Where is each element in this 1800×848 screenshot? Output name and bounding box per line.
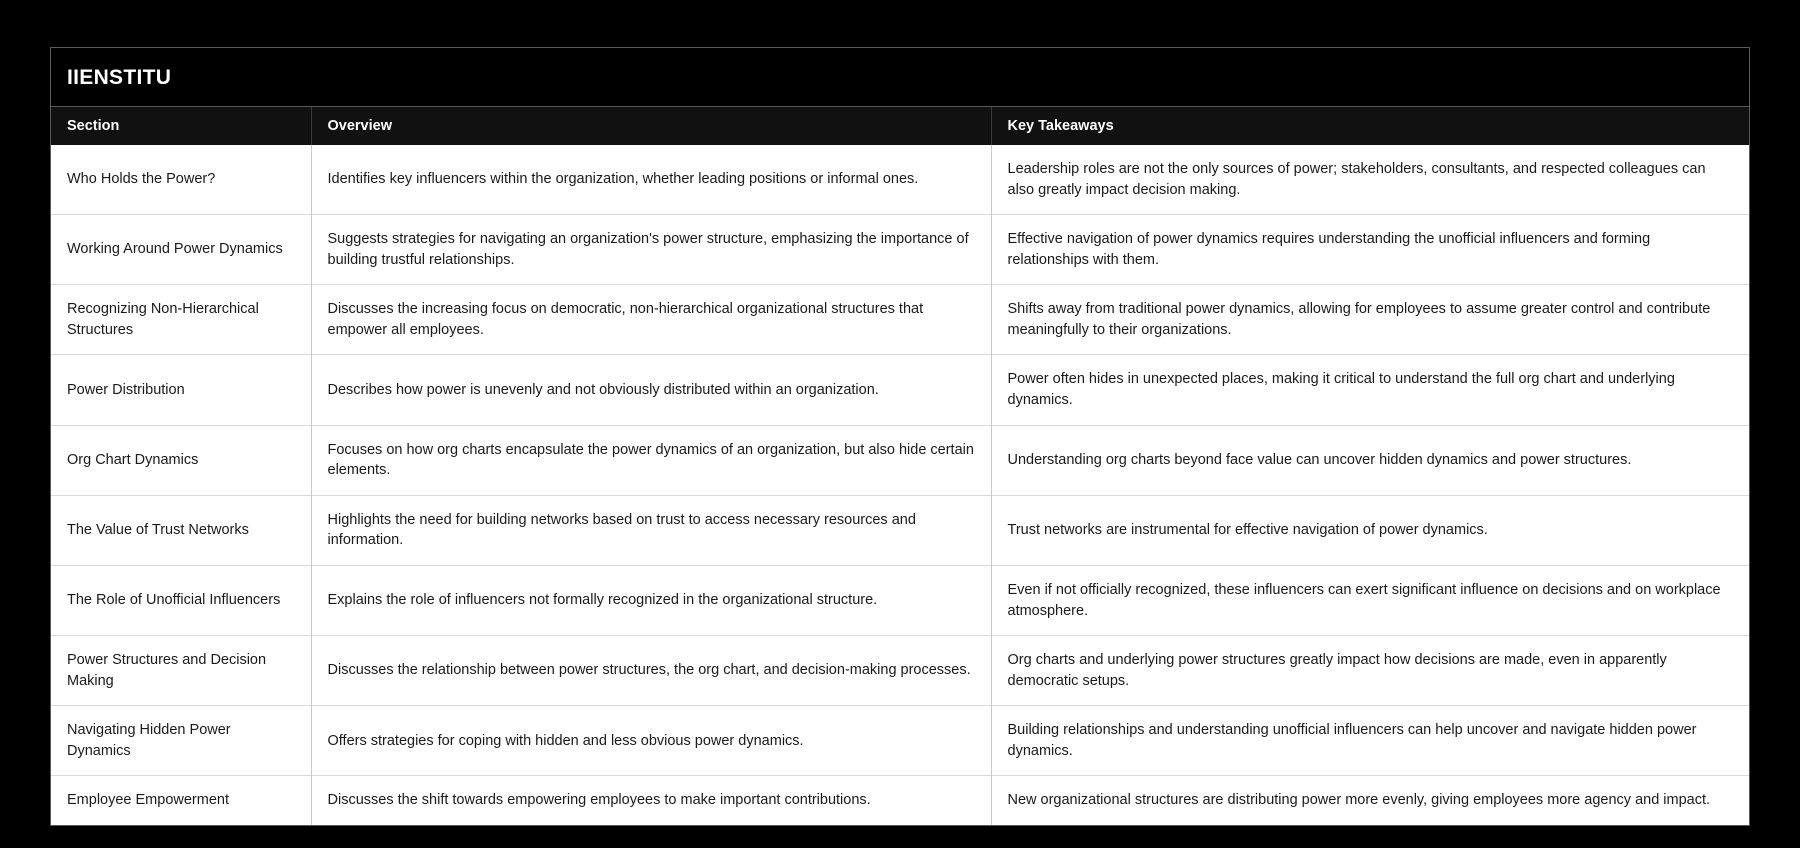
cell-key-takeaways: Building relationships and understanding unofficial influencers can help uncover and navigate hidden power dynamics.: [991, 706, 1749, 776]
cell-section: Power Distribution: [51, 355, 311, 425]
table-row: [51, 495, 1749, 565]
cell-key-takeaways: Power often hides in unexpected places, making it critical to understand the full org chart and underlying dynamics.: [991, 355, 1749, 425]
cell-key-takeaways: Shifts away from traditional power dynamics, allowing for employees to assume greater control and contribute meaningfully to their organizations.: [991, 285, 1749, 355]
table-row: [51, 145, 1749, 215]
cell-section: Who Holds the Power?: [51, 145, 311, 215]
table-row: [51, 215, 1749, 285]
cell-section: Org Chart Dynamics: [51, 425, 311, 495]
content-card: [50, 47, 1750, 826]
cell-key-takeaways: Effective navigation of power dynamics requires understanding the unofficial influencers and forming relationships with them.: [991, 215, 1749, 285]
table-row: [51, 636, 1749, 706]
cell-section: Working Around Power Dynamics: [51, 215, 311, 285]
brand-title: IIENSTITU: [67, 66, 172, 89]
table-row: [51, 285, 1749, 355]
cell-overview: Describes how power is unevenly and not obviously distributed within an organization.: [311, 355, 991, 425]
table-row: [51, 355, 1749, 425]
cell-key-takeaways: Trust networks are instrumental for effective navigation of power dynamics.: [991, 495, 1749, 565]
cell-key-takeaways: Understanding org charts beyond face value can uncover hidden dynamics and power structures.: [991, 425, 1749, 495]
cell-section: Recognizing Non-Hierarchical Structures: [51, 285, 311, 355]
cell-overview: Discusses the relationship between power structures, the org chart, and decision-making processes.: [311, 636, 991, 706]
brand-header: [51, 48, 1749, 107]
cell-overview: Discusses the increasing focus on democratic, non-hierarchical organizational structures that empower all employees.: [311, 285, 991, 355]
cell-section: Navigating Hidden Power Dynamics: [51, 706, 311, 776]
cell-section: Employee Empowerment: [51, 776, 311, 825]
cell-overview: Highlights the need for building networks based on trust to access necessary resources and information.: [311, 495, 991, 565]
cell-overview: Suggests strategies for navigating an organization's power structure, emphasizing the importance of building trustful relationships.: [311, 215, 991, 285]
cell-overview: Focuses on how org charts encapsulate the power dynamics of an organization, but also hide certain elements.: [311, 425, 991, 495]
cell-key-takeaways: Leadership roles are not the only sources of power; stakeholders, consultants, and respected colleagues can also greatly impact decision making.: [991, 145, 1749, 215]
table-row: [51, 776, 1749, 825]
cell-key-takeaways: Org charts and underlying power structures greatly impact how decisions are made, even in apparently democratic setups.: [991, 636, 1749, 706]
cell-overview: Discusses the shift towards empowering employees to make important contributions.: [311, 776, 991, 825]
table-header: [51, 107, 1749, 145]
cell-key-takeaways: Even if not officially recognized, these influencers can exert significant influence on decisions and on workplace atmosphere.: [991, 565, 1749, 635]
cell-section: The Role of Unofficial Influencers: [51, 565, 311, 635]
cell-section: The Value of Trust Networks: [51, 495, 311, 565]
cell-section: Power Structures and Decision Making: [51, 636, 311, 706]
cell-overview: Identifies key influencers within the organization, whether leading positions or informal ones.: [311, 145, 991, 215]
cell-key-takeaways: New organizational structures are distributing power more evenly, giving employees more agency and impact.: [991, 776, 1749, 825]
cell-overview: Offers strategies for coping with hidden and less obvious power dynamics.: [311, 706, 991, 776]
column-header-key-takeaways: Key Takeaways: [991, 107, 1749, 145]
comparison-table: [51, 107, 1749, 825]
table-row: [51, 706, 1749, 776]
column-header-overview: Overview: [311, 107, 991, 145]
cell-overview: Explains the role of influencers not formally recognized in the organizational structure.: [311, 565, 991, 635]
column-header-section: Section: [51, 107, 311, 145]
table-row: [51, 425, 1749, 495]
table-header-row: [51, 107, 1749, 145]
table-body: [51, 145, 1749, 825]
table-row: [51, 565, 1749, 635]
